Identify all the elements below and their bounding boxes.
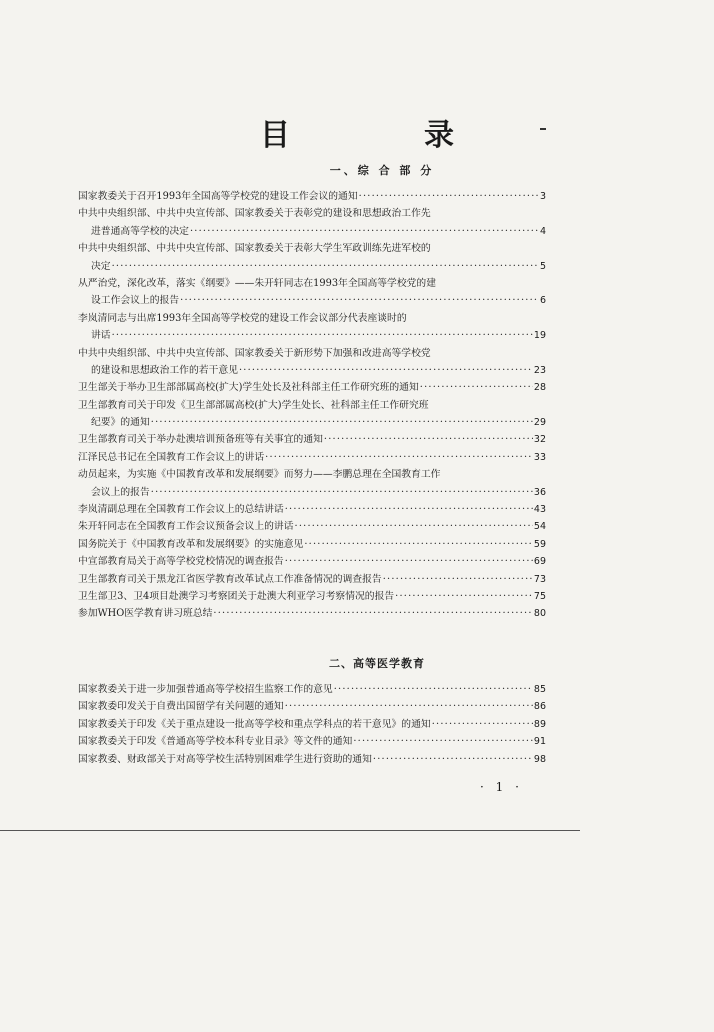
toc-page-number: 54	[533, 521, 546, 533]
toc-entry[interactable]	[78, 698, 546, 715]
dot-leader	[213, 605, 532, 622]
toc-entry-line	[78, 733, 546, 750]
toc-entry[interactable]	[78, 466, 546, 501]
toc-entry-title: 设工作会议上的报告	[91, 295, 180, 307]
dot-leader	[239, 362, 533, 379]
toc-entry-line	[78, 698, 546, 715]
dot-leader	[285, 501, 533, 518]
dot-leader	[180, 292, 539, 309]
toc-entry-title: 国家教委关于召开1993年全国高等学校党的建设工作会议的通知	[78, 191, 358, 202]
toc-entry-title: 国家教委、财政部关于对高等学校生活特别困难学生进行资助的通知	[78, 753, 372, 765]
page-number: · 1 ·	[480, 780, 523, 794]
toc-entry-title: 中共中央组织部、中共中央宣传部、国家教委关于表彰大学生军政训练先进军校的	[78, 243, 431, 255]
toc-entry-title: 国家教委关于印发《关于重点建设一批高等学校和重点学科点的若干意见》的通知	[78, 718, 431, 730]
toc-entry-title: 进普通高等学校的决定	[91, 225, 189, 237]
toc-entry-title: 中共中央组织部、中共中央宣传部、国家教委关于表彰党的建设和思想政治工作先	[78, 208, 431, 220]
toc-entry-title: 国家教委关于进一步加强普通高等学校招生监察工作的意见	[78, 684, 333, 695]
dot-leader	[285, 698, 533, 715]
toc-entry-title: 李岚清同志与出席1993年全国高等学校党的建设工作会议部分代表座谈时的	[78, 312, 407, 324]
toc-section-medical-education	[78, 681, 546, 768]
dot-leader	[151, 414, 533, 431]
toc-page-number: 98	[533, 753, 546, 765]
toc-entry[interactable]	[78, 188, 546, 205]
toc-entry-title: 中共中央组织部、中共中央宣传部、国家教委关于新形势下加强和改进高等学校党	[78, 347, 431, 359]
toc-entry-line	[78, 571, 546, 588]
toc-entry-title: 卫生部教育司关于印发《卫生部部属高校(扩大)学生处长、社科部主任工作研究班	[78, 399, 429, 411]
toc-page-number: 28	[533, 382, 546, 394]
toc-page-number: 6	[539, 295, 546, 307]
toc-entry[interactable]	[78, 518, 546, 535]
toc-entry[interactable]	[78, 240, 546, 275]
section-heading-medical-education: 二、高等医学教育	[329, 657, 425, 670]
toc-entry-continuation	[78, 362, 546, 379]
dot-leader	[432, 716, 533, 733]
toc-entry[interactable]	[78, 275, 546, 310]
toc-entry-title: 国务院关于《中国教育改革和发展纲要》的实施意见	[78, 538, 304, 550]
dot-leader	[353, 733, 533, 750]
toc-entry-line	[78, 397, 546, 414]
toc-entry[interactable]	[78, 588, 546, 605]
toc-entry-title: 卫生部教育司关于举办赴澳培训预备班等有关事宜的通知	[78, 434, 323, 446]
toc-entry-line	[78, 536, 546, 553]
dot-leader	[190, 223, 539, 240]
toc-entry-line	[78, 751, 546, 768]
toc-entry-title: 国家教委关于印发《普通高等学校本科专业目录》等文件的通知	[78, 736, 353, 748]
toc-entry-title: 会议上的报告	[91, 486, 150, 498]
toc-entry-continuation	[78, 327, 546, 344]
page-title: 目 录	[260, 118, 506, 153]
toc-entry-title: 的建设和思想政治工作的若干意见	[91, 364, 238, 376]
toc-entry-title: 参加WHO医学教育讲习班总结	[78, 608, 213, 620]
toc-entry-title: 卫生部卫3、卫4项目赴澳学习考察团关于赴澳大利亚学习考察情况的报告	[78, 590, 395, 602]
toc-entry-continuation	[78, 414, 546, 431]
toc-entry[interactable]	[78, 751, 546, 768]
toc-entry-title: 卫生部关于举办卫生部部属高校(扩大)学生处长及社科部主任工作研究班的通知	[78, 382, 419, 394]
toc-page-number: 29	[533, 417, 546, 429]
toc-entry-line	[78, 466, 546, 483]
toc-page-number: 85	[533, 684, 546, 695]
toc-entry-title: 江泽民总书记在全国教育工作会议上的讲话	[78, 451, 265, 463]
toc-entry-title: 朱开轩同志在全国教育工作会议预备会议上的讲话	[78, 521, 294, 533]
toc-entry[interactable]	[78, 449, 546, 466]
toc-entry-title: 国家教委印发关于自费出国留学有关问题的通知	[78, 701, 284, 713]
toc-page-number: 75	[533, 590, 546, 602]
toc-page-number: 73	[533, 573, 546, 585]
toc-entry-line	[78, 345, 546, 362]
section-heading-general: 一、综 合 部 分	[329, 164, 435, 177]
toc-entry[interactable]	[78, 681, 546, 698]
toc-entry-title: 李岚清副总理在全国教育工作会议上的总结讲话	[78, 504, 284, 516]
page-bottom-rule	[0, 830, 580, 831]
toc-entry[interactable]	[78, 310, 546, 345]
toc-page-number: 91	[533, 736, 546, 748]
toc-entry-continuation	[78, 258, 546, 275]
toc-entry-line	[78, 431, 546, 448]
toc-page-number: 69	[533, 556, 546, 568]
dot-leader	[295, 518, 533, 535]
toc-entry-continuation	[78, 223, 546, 240]
toc-entry-line	[78, 518, 546, 535]
toc-page-number: 89	[533, 718, 546, 730]
toc-page-number: 36	[533, 486, 546, 498]
toc-entry[interactable]	[78, 501, 546, 518]
toc-entry-line	[78, 588, 546, 605]
dot-leader	[383, 571, 533, 588]
toc-entry[interactable]	[78, 716, 546, 733]
toc-page-number: 86	[533, 701, 546, 713]
dot-leader	[151, 484, 533, 501]
toc-entry-title: 纪要》的通知	[91, 417, 150, 429]
dot-leader	[334, 681, 533, 698]
toc-page-number: 43	[533, 504, 546, 516]
dot-leader	[112, 327, 533, 344]
toc-entry-continuation	[78, 484, 546, 501]
toc-page-number: 32	[533, 434, 546, 446]
toc-entry-title: 动员起来，为实施《中国教育改革和发展纲要》而努力——李鹏总理在全国教育工作	[78, 469, 441, 481]
toc-entry-line	[78, 716, 546, 733]
toc-entry-line	[78, 681, 546, 698]
toc-entry[interactable]	[78, 397, 546, 432]
toc-entry-title: 从严治党，深化改革，落实《纲要》——朱开轩同志在1993年全国高等学校党的建	[78, 277, 437, 289]
toc-entry-line	[78, 240, 546, 257]
toc-entry-continuation	[78, 292, 546, 309]
toc-entry-title: 中宣部教育局关于高等学校党校情况的调查报告	[78, 556, 284, 568]
toc-entry[interactable]	[78, 345, 546, 380]
dot-leader	[373, 751, 533, 768]
toc-entry[interactable]	[78, 536, 546, 553]
toc-entry-line	[78, 205, 546, 222]
dot-leader	[265, 449, 533, 466]
toc-entry[interactable]	[78, 379, 546, 396]
toc-entry-line	[78, 449, 546, 466]
toc-entry[interactable]	[78, 571, 546, 588]
toc-entry-title: 决定	[91, 260, 111, 272]
toc-entry[interactable]	[78, 553, 546, 570]
dot-leader	[395, 588, 533, 605]
toc-section-general	[78, 188, 546, 623]
toc-page-number: 4	[539, 225, 546, 237]
dot-leader	[304, 536, 533, 553]
toc-page-number: 33	[533, 451, 546, 463]
toc-page-number: 19	[533, 330, 546, 342]
toc-entry-line	[78, 553, 546, 570]
toc-entry[interactable]	[78, 205, 546, 240]
toc-page-number: 5	[539, 260, 546, 272]
dot-leader	[420, 379, 533, 396]
toc-entry[interactable]	[78, 605, 546, 622]
dot-leader	[324, 431, 533, 448]
dot-leader	[285, 553, 533, 570]
dot-leader	[359, 188, 539, 205]
toc-page-number: 3	[539, 191, 546, 202]
toc-page-number: 80	[533, 608, 546, 620]
toc-entry-line	[78, 275, 546, 292]
toc-entry-line	[78, 310, 546, 327]
toc-entry-line	[78, 501, 546, 518]
toc-entry[interactable]	[78, 733, 546, 750]
toc-entry-title: 卫生部教育司关于黑龙江省医学教育改革试点工作准备情况的调查报告	[78, 573, 382, 585]
toc-entry-line	[78, 188, 546, 205]
toc-page-number: 23	[533, 364, 546, 376]
toc-entry-line	[78, 379, 546, 396]
toc-entry[interactable]	[78, 431, 546, 448]
toc-entry-line	[78, 605, 546, 622]
dot-leader	[112, 258, 539, 275]
toc-page-number: 59	[533, 538, 546, 550]
toc-entry-title: 讲话	[91, 330, 111, 342]
